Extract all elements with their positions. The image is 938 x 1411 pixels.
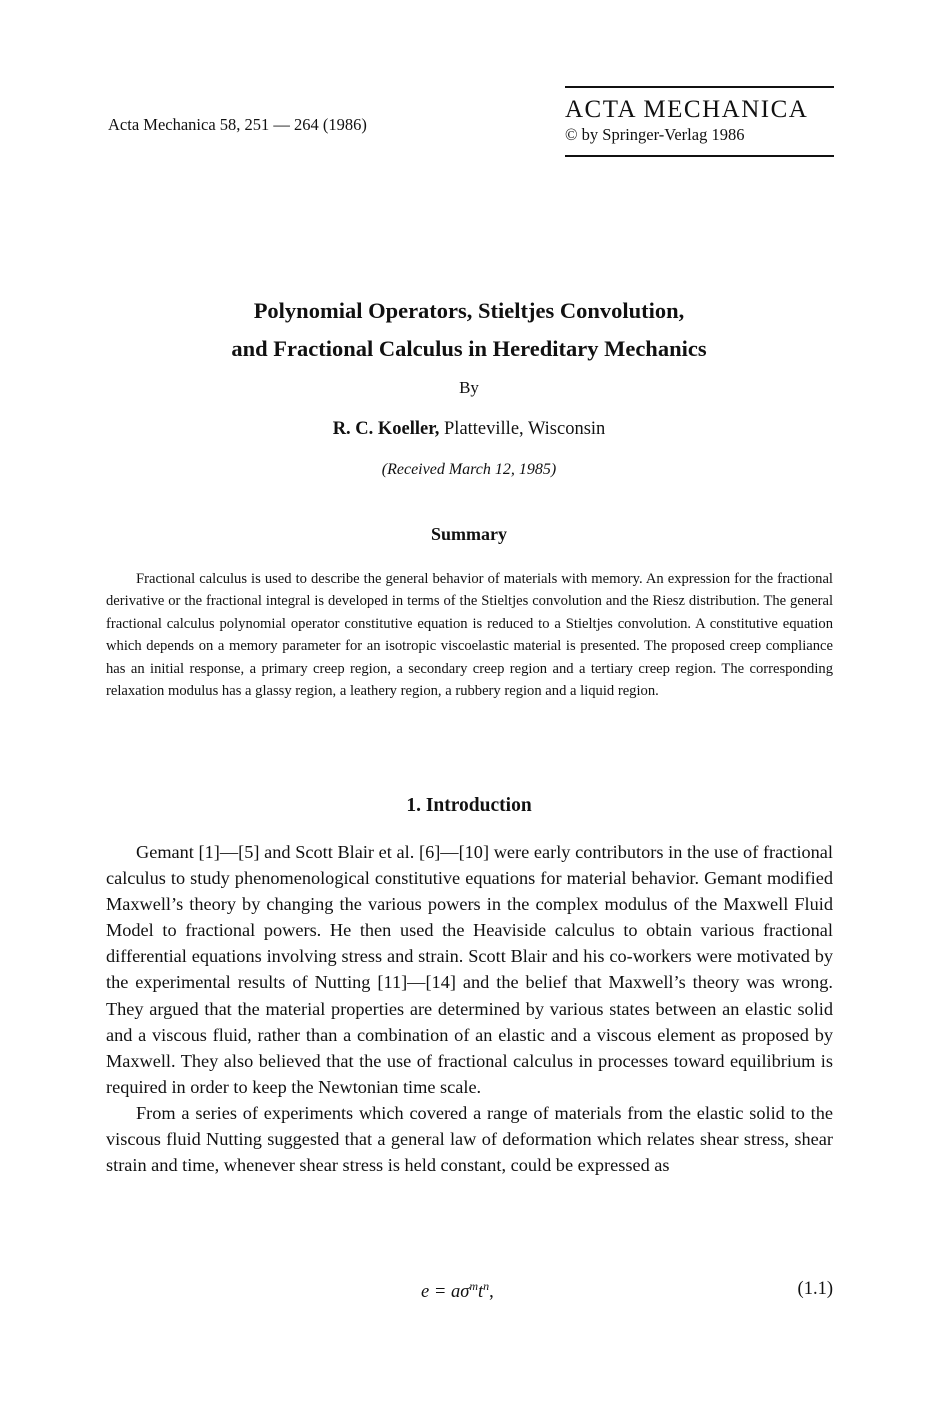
author-line — [0, 419, 938, 440]
journal-masthead — [565, 86, 834, 157]
equation-lhs: e = aσ — [421, 1282, 470, 1303]
byline-label: By — [459, 378, 479, 397]
journal-name: ACTA MECHANICA — [565, 96, 809, 123]
summary-heading: Summary — [431, 524, 507, 544]
introduction-body — [106, 839, 833, 1178]
introduction-heading: 1. Introduction — [406, 795, 532, 816]
equation-t: t — [478, 1282, 484, 1303]
equation-expression — [421, 1279, 494, 1303]
introduction-paragraph-2: From a series of experiments which covered a range of materials from the elastic solid to the viscous fluid Nutting suggested that a general law of deformation which relates shear stress, shear strain and time, whenever shear stress is held constant, could be expressed as — [106, 1102, 833, 1176]
article-title — [0, 292, 938, 368]
journal-citation: Acta Mechanica 58, 251 — 264 (1986) — [108, 115, 367, 134]
equation-number: (1.1) — [797, 1279, 833, 1299]
title-line-1: Polynomial Operators, Stieltjes Convolution, — [253, 298, 685, 323]
copyright-notice: © by Springer-Verlag 1986 — [565, 125, 745, 144]
equation-exponent-n: n — [483, 1279, 490, 1293]
title-line-2: and Fractional Calculus in Hereditary Mechanics — [231, 336, 707, 361]
introduction-paragraph-1: Gemant [1]—[5] and Scott Blair et al. [6]—[10] were early contributors in the use of fractional calculus to study phenomenological constitutive equations for material behavior. Gemant modified Maxwell’s theory by changing the various powers in the complex modulus of the Maxwell Fluid Model to fractional powers. He then used the Heaviside calculus to obtain various fractional differential equations involving stress and strain. Scott Blair and his co-workers were motivated by the experimental results of Nutting [11]—[14] and the belief that Maxwell’s theory was wrong. They argued that the material properties are determined by various states between an elastic solid and a viscous fluid, rather than a combination of an elastic and a viscous element as proposed by Maxwell. They also believed that the use of fractional calculus in processes toward equilibrium is required in order to keep the Newtonian time scale. — [106, 842, 833, 1097]
equation-trailing-comma: , — [489, 1282, 494, 1303]
summary-text: Fractional calculus is used to describe the general behavior of materials with memory. An expression for the fractional derivative or the fractional integral is developed in terms of the Stieltjes convolution and the Riesz distribution. The general fractional calculus polynomial operator constitutive equation is reduced to a Stieltjes convolution. A constitutive equation which depends on a memory parameter for an isotropic viscoelastic material is presented. The proposed creep compliance has an initial response, a primary creep region, a secondary creep region and a tertiary creep region. The corresponding relaxation modulus has a glassy region, a leathery region, a rubbery region and a liquid region. — [106, 571, 833, 700]
received-date: (Received March 12, 1985) — [381, 461, 557, 478]
author-affiliation: Platteville, Wisconsin — [444, 419, 606, 439]
author-name: R. C. Koeller, — [332, 419, 440, 439]
equation-exponent-m: m — [469, 1279, 478, 1293]
equation-1-1 — [106, 1279, 833, 1307]
